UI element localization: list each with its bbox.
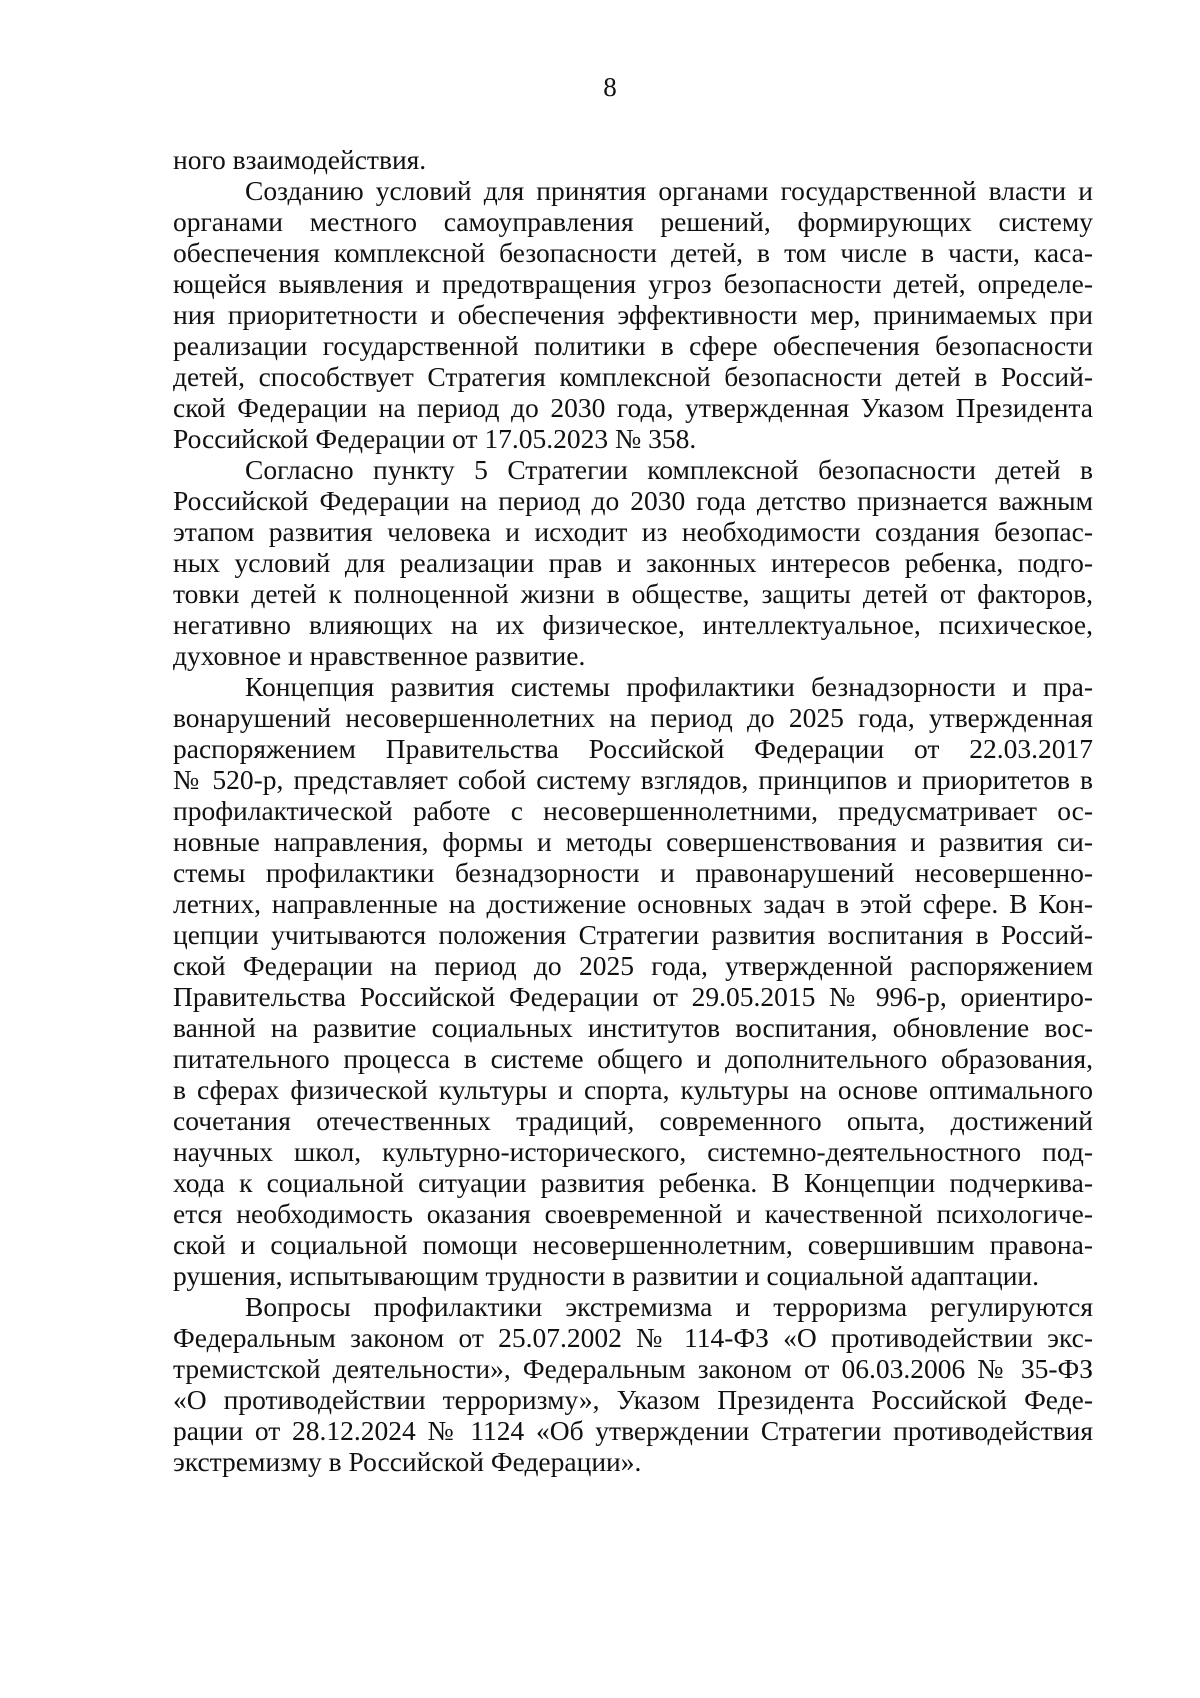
- text-line: Созданию условий для принятия органами государственной власти и: [245, 175, 1093, 206]
- text-line: Федеральным законом от 25.07.2002 № 114-ФЗ «О противодействии экс-: [173, 1322, 1093, 1353]
- text-line: негативно влияющих на их физическое, интеллектуальное, психическое,: [173, 609, 1093, 640]
- text-line: ющейся выявления и предотвращения угроз безопасности детей, определе-: [173, 268, 1093, 299]
- text-line: профилактической работе с несовершеннолетними, предусматривает ос-: [173, 795, 1093, 826]
- text-line: Российской Федерации на период до 2030 года детство признается важным: [173, 485, 1093, 516]
- text-line: Концепция развития системы профилактики безнадзорности и пра-: [245, 671, 1093, 702]
- text-line: в сферах физической культуры и спорта, культуры на основе оптимального: [173, 1074, 1093, 1105]
- text-line: реализации государственной политики в сфере обеспечения безопасности: [173, 330, 1093, 361]
- text-line: ской Федерации на период до 2025 года, утвержденной распоряжением: [173, 950, 1093, 981]
- text-line: обеспечения комплексной безопасности детей, в том числе в части, каса-: [173, 237, 1093, 268]
- text-line: этапом развития человека и исходит из необходимости создания безопас-: [173, 516, 1093, 547]
- text-line: тремистской деятельности», Федеральным законом от 06.03.2006 № 35-ФЗ: [173, 1353, 1093, 1384]
- text-line: питательного процесса в системе общего и дополнительного образования,: [173, 1043, 1093, 1074]
- text-line: цепции учитываются положения Стратегии развития воспитания в Россий-: [173, 919, 1093, 950]
- text-line: Российской Федерации от 17.05.2023 № 358.: [173, 423, 697, 454]
- text-line: ванной на развитие социальных институтов воспитания, обновление вос-: [173, 1012, 1093, 1043]
- text-line: летних, направленные на достижение основных задач в этой сфере. В Кон-: [173, 888, 1093, 919]
- text-line: Согласно пункту 5 Стратегии комплексной безопасности детей в: [245, 454, 1093, 485]
- text-line: ных условий для реализации прав и законных интересов ребенка, подго-: [173, 547, 1093, 578]
- text-line: ния приоритетности и обеспечения эффективности мер, принимаемых при: [173, 299, 1093, 330]
- text-line: ской Федерации на период до 2030 года, утвержденная Указом Президента: [173, 392, 1093, 423]
- text-line: вонарушений несовершеннолетних на период до 2025 года, утвержденная: [173, 702, 1093, 733]
- text-line: экстремизму в Российской Федерации».: [173, 1446, 642, 1477]
- text-line: детей, способствует Стратегия комплексной безопасности детей в Россий-: [173, 361, 1093, 392]
- text-line: органами местного самоуправления решений, формирующих систему: [173, 206, 1093, 237]
- text-line: сочетания отечественных традиций, современного опыта, достижений: [173, 1105, 1093, 1136]
- text-line: «О противодействии терроризму», Указом Президента Российской Феде-: [173, 1384, 1093, 1415]
- text-line: товки детей к полноценной жизни в обществе, защиты детей от факторов,: [173, 578, 1093, 609]
- text-line: ного взаимодействия.: [173, 144, 427, 175]
- text-line: стемы профилактики безнадзорности и правонарушений несовершенно-: [173, 857, 1093, 888]
- text-line: Правительства Российской Федерации от 29.05.2015 № 996-р, ориентиро-: [173, 981, 1093, 1012]
- text-line: № 520-р, представляет собой систему взглядов, принципов и приоритетов в: [173, 764, 1093, 795]
- text-line: ской и социальной помощи несовершеннолетним, совершившим правона-: [173, 1229, 1093, 1260]
- text-line: ется необходимость оказания своевременной и качественной психологиче-: [173, 1198, 1093, 1229]
- text-line: духовное и нравственное развитие.: [173, 640, 586, 671]
- page-number: 8: [603, 72, 617, 102]
- body-text: [173, 144, 1093, 1477]
- text-line: рушения, испытывающим трудности в развитии и социальной адаптации.: [173, 1260, 1040, 1291]
- text-line: рации от 28.12.2024 № 1124 «Об утверждении Стратегии противодействия: [173, 1415, 1093, 1446]
- text-line: новные направления, формы и методы совершенствования и развития си-: [173, 826, 1093, 857]
- text-line: хода к социальной ситуации развития ребенка. В Концепции подчеркива-: [173, 1167, 1093, 1198]
- text-line: Вопросы профилактики экстремизма и терроризма регулируются: [245, 1291, 1093, 1322]
- text-line: научных школ, культурно-исторического, системно-деятельностного под-: [173, 1136, 1093, 1167]
- text-line: распоряжением Правительства Российской Федерации от 22.03.2017: [173, 733, 1093, 764]
